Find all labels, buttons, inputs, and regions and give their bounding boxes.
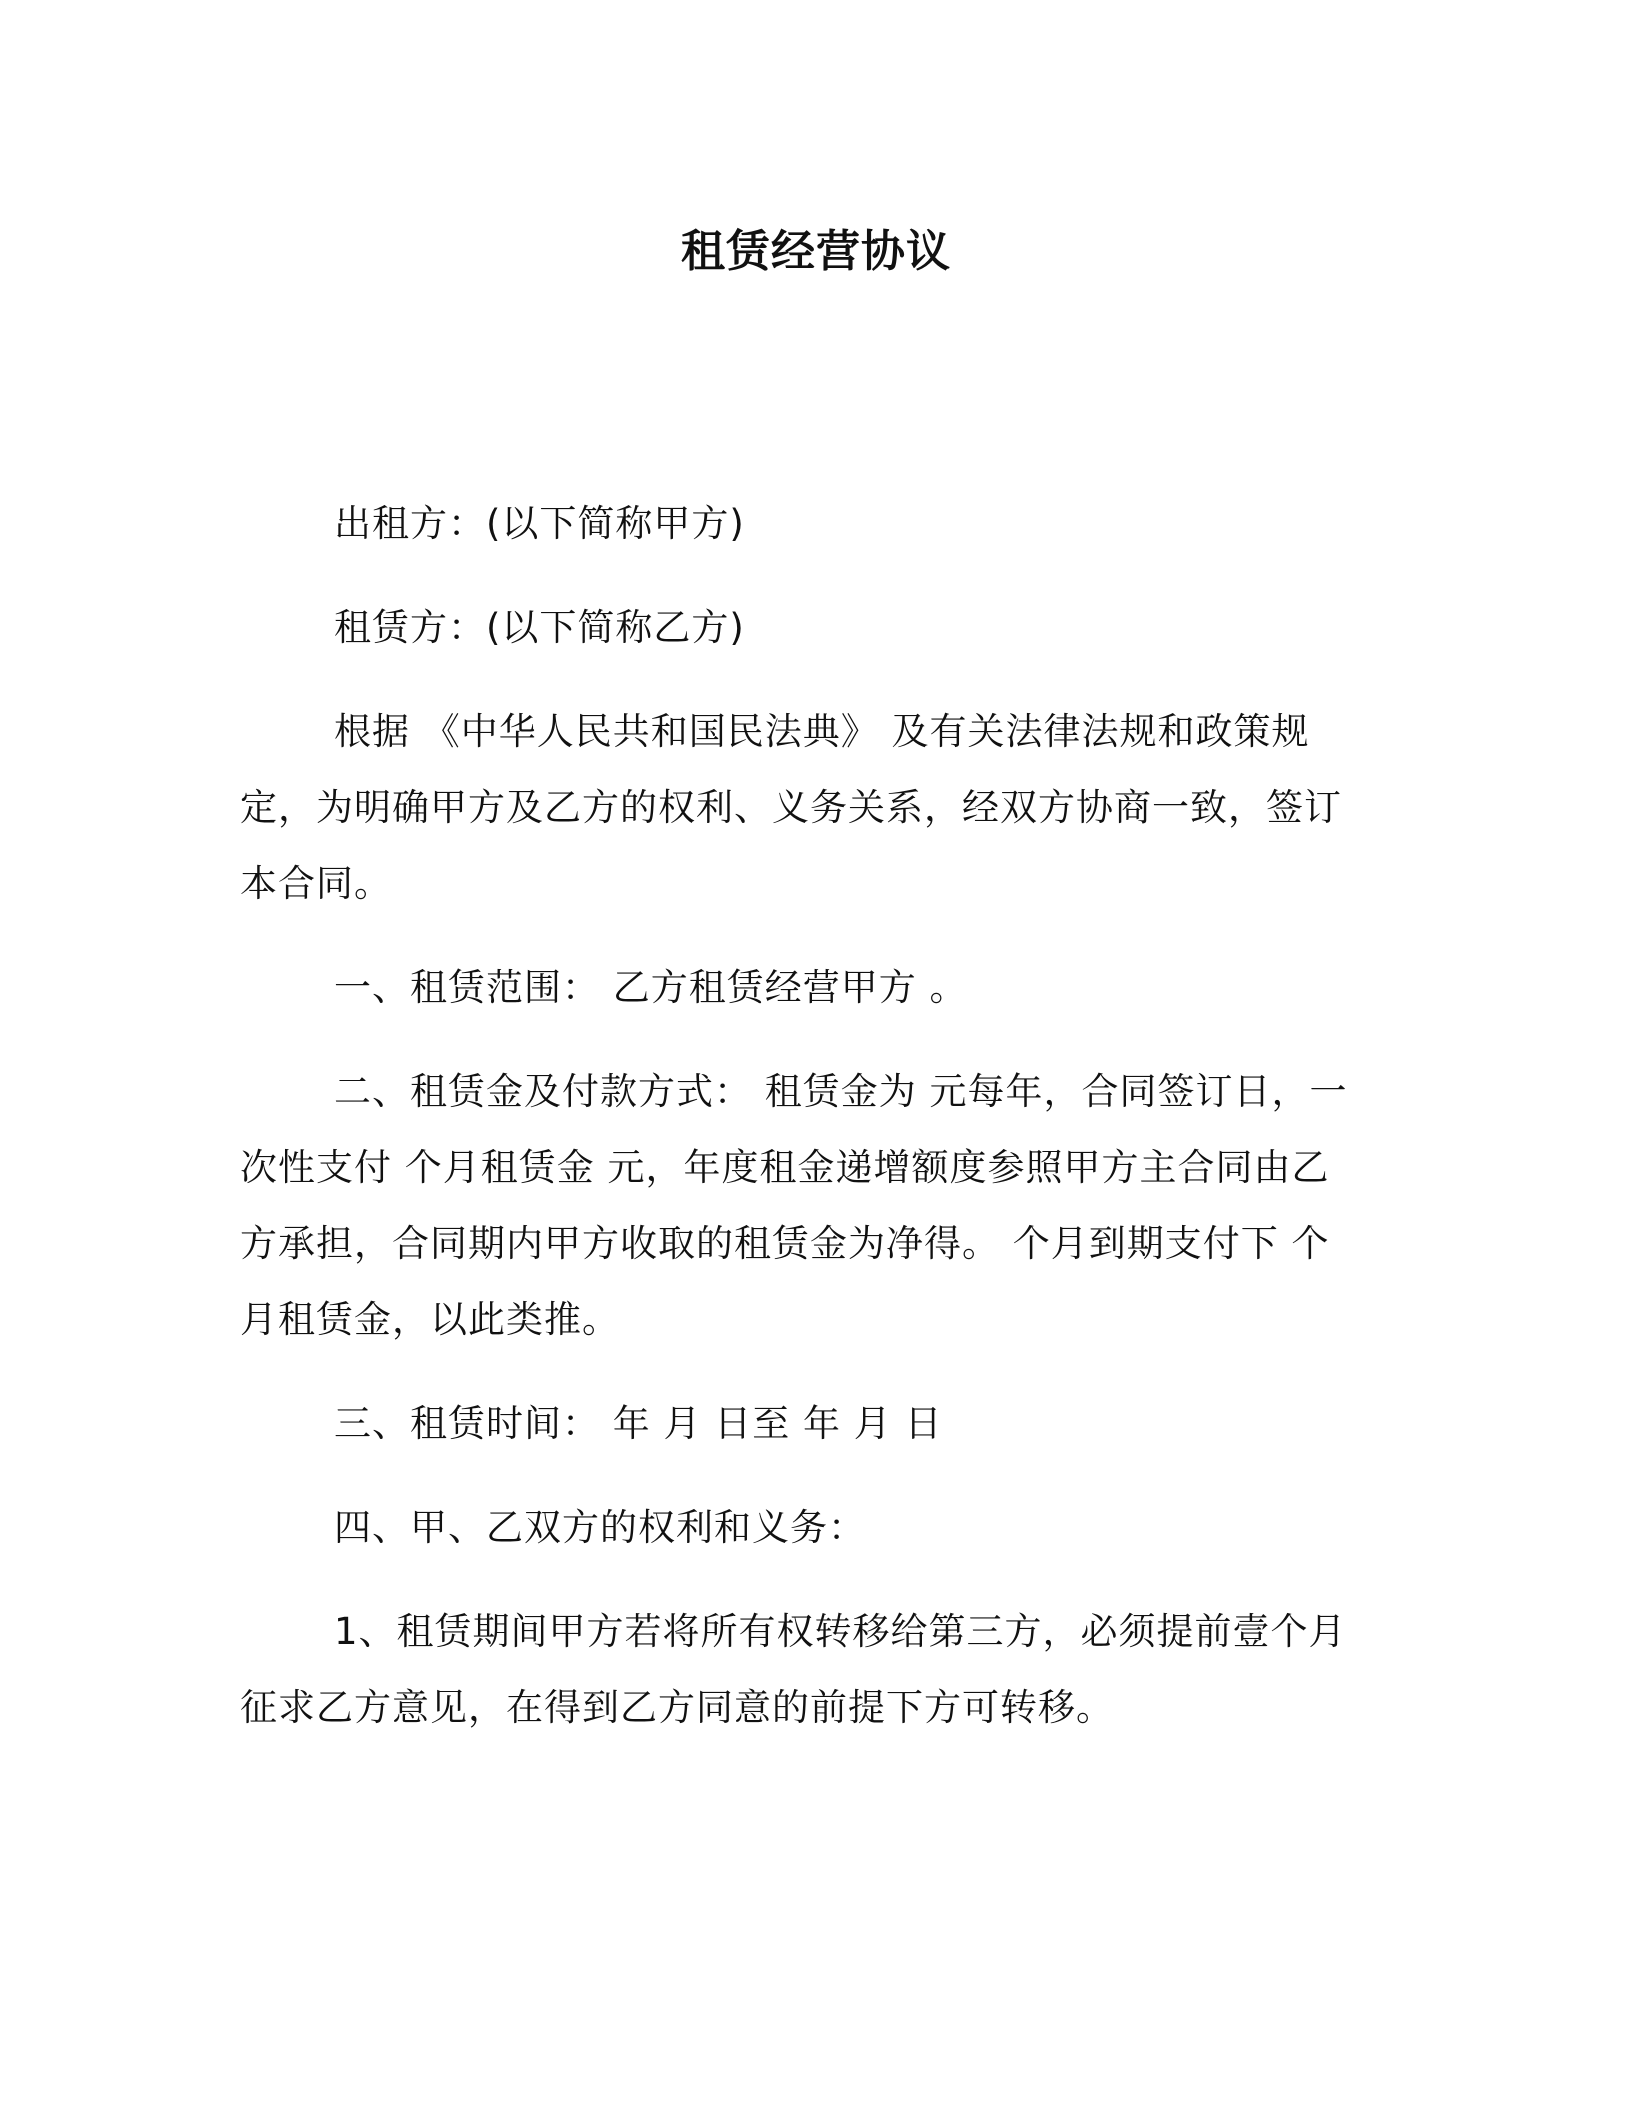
clause-3-term: 三、租赁时间： 年 月 日至 年 月 日 [334,1402,943,1445]
document-title: 租赁经营协议 [681,226,951,277]
lessor-line: 出租方：(以下简称甲方) [334,502,745,545]
clause-4-item-1: 1、租赁期间甲方若将所有权转移给第三方，必须提前壹个月征求乙方意见，在得到乙方同意的前提下方可转移。 [240,1610,1347,1729]
lessee-line: 租赁方：(以下简称乙方) [334,606,745,649]
clause-2-payment: 二、租赁金及付款方式： 租赁金为 元每年，合同签订日，一次性支付 个月租赁金 元，年度租金递增额度参照甲方主合同由乙方承担，合同期内甲方收取的租赁金为净得。 个月到期支付下 个月租赁金，以此类推。 [240,1070,1348,1341]
clause-4-rights-heading: 四、甲、乙双方的权利和义务： [334,1506,866,1549]
clause-1-scope: 一、租赁范围： 乙方租赁经营甲方 。 [334,966,968,1009]
preamble-paragraph: 根据 《中华人民共和国民法典》 及有关法律法规和政策规定，为明确甲方及乙方的权利、义务关系，经双方协商一致，签订本合同。 [240,710,1342,905]
